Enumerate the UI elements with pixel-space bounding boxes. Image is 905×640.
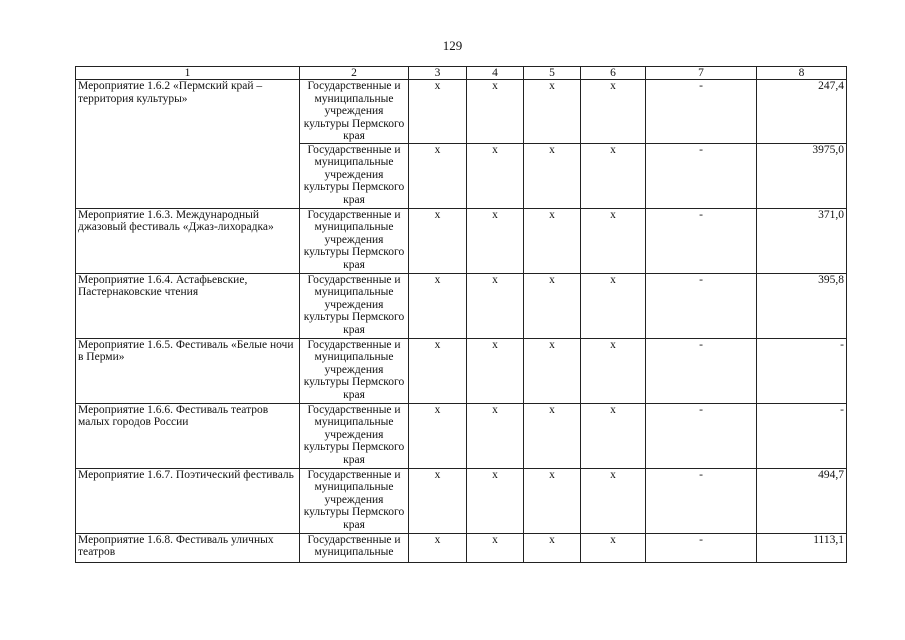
value-cell: х <box>409 533 467 562</box>
value-cell: - <box>646 533 757 562</box>
amount-cell: 371,0 <box>757 208 847 273</box>
table-row <box>76 208 847 273</box>
header-cell: 2 <box>300 67 409 80</box>
executor-cell: Государственные и муниципальные учреждения культуры Пермского края <box>300 273 409 338</box>
executor-cell: Государственные и муниципальные учреждения культуры Пермского края <box>300 143 409 208</box>
value-cell: х <box>467 403 524 468</box>
value-cell: х <box>409 468 467 533</box>
value-cell: х <box>581 403 646 468</box>
value-cell: - <box>646 143 757 208</box>
header-cell: 3 <box>409 67 467 80</box>
executor-cell: Государственные и муниципальные учреждения культуры Пермского края <box>300 338 409 403</box>
activity-name-cell <box>76 533 300 562</box>
value-cell: х <box>581 143 646 208</box>
value-cell: - <box>646 468 757 533</box>
value-cell: х <box>467 208 524 273</box>
value-cell: х <box>409 80 467 144</box>
value-cell: х <box>524 273 581 338</box>
value-cell: х <box>409 143 467 208</box>
value-cell: х <box>581 80 646 144</box>
value-cell: х <box>581 273 646 338</box>
value-cell: - <box>646 273 757 338</box>
budget-table <box>75 66 847 563</box>
value-cell: х <box>581 208 646 273</box>
table-body <box>76 67 847 563</box>
amount-cell: 1113,1 <box>757 533 847 562</box>
table-row <box>76 338 847 403</box>
table-row <box>76 533 847 562</box>
value-cell: - <box>646 208 757 273</box>
executor-text: Государственные и муниципальные <box>307 533 401 558</box>
header-cell: 7 <box>646 67 757 80</box>
header-cell: 4 <box>467 67 524 80</box>
page-number: 129 <box>442 38 463 53</box>
activity-name-cell: Мероприятие 1.6.3. Международный джазовый фестиваль «Джаз-лихорадка» <box>76 208 300 273</box>
value-cell: х <box>524 338 581 403</box>
value-cell: х <box>409 208 467 273</box>
activity-name-text: Мероприятие 1.6.8. Фестиваль уличных театров <box>78 533 274 558</box>
value-cell: х <box>581 533 646 562</box>
amount-cell: 3975,0 <box>757 143 847 208</box>
amount-cell: 494,7 <box>757 468 847 533</box>
executor-cell: Государственные и муниципальные учреждения культуры Пермского края <box>300 403 409 468</box>
activity-name-cell: Мероприятие 1.6.5. Фестиваль «Белые ночи в Перми» <box>76 338 300 403</box>
value-cell: х <box>409 338 467 403</box>
value-cell: х <box>467 143 524 208</box>
value-cell: - <box>646 338 757 403</box>
amount-cell: 247,4 <box>757 80 847 144</box>
value-cell: х <box>524 468 581 533</box>
table-row <box>76 403 847 468</box>
header-cell: 1 <box>76 67 300 80</box>
value-cell: х <box>581 338 646 403</box>
value-cell: х <box>409 273 467 338</box>
value-cell: х <box>409 403 467 468</box>
value-cell: х <box>467 468 524 533</box>
executor-cell: Государственные и муниципальные учреждения культуры Пермского края <box>300 208 409 273</box>
header-cell: 6 <box>581 67 646 80</box>
value-cell: - <box>646 403 757 468</box>
header-cell: 8 <box>757 67 847 80</box>
value-cell: х <box>467 533 524 562</box>
value-cell: х <box>524 403 581 468</box>
activity-name-cell: Мероприятие 1.6.7. Поэтический фестиваль <box>76 468 300 533</box>
value-cell: х <box>581 468 646 533</box>
value-cell: - <box>646 80 757 144</box>
table-row <box>76 273 847 338</box>
amount-cell: - <box>757 403 847 468</box>
value-cell: х <box>524 208 581 273</box>
value-cell: х <box>524 143 581 208</box>
activity-name-cell: Мероприятие 1.6.4. Астафьевские, Пастернаковские чтения <box>76 273 300 338</box>
executor-cell <box>300 533 409 562</box>
value-cell: х <box>467 80 524 144</box>
amount-cell: - <box>757 338 847 403</box>
executor-cell: Государственные и муниципальные учреждения культуры Пермского края <box>300 80 409 144</box>
table-row <box>76 468 847 533</box>
amount-cell: 395,8 <box>757 273 847 338</box>
activity-name-cell: Мероприятие 1.6.6. Фестиваль театров малых городов России <box>76 403 300 468</box>
executor-cell: Государственные и муниципальные учреждения культуры Пермского края <box>300 468 409 533</box>
table-header-row <box>76 67 847 80</box>
value-cell: х <box>524 533 581 562</box>
value-cell: х <box>524 80 581 144</box>
header-cell: 5 <box>524 67 581 80</box>
table-row <box>76 80 847 144</box>
value-cell: х <box>467 273 524 338</box>
activity-name-cell: Мероприятие 1.6.2 «Пермский край – территория культуры» <box>76 80 300 209</box>
value-cell: х <box>467 338 524 403</box>
